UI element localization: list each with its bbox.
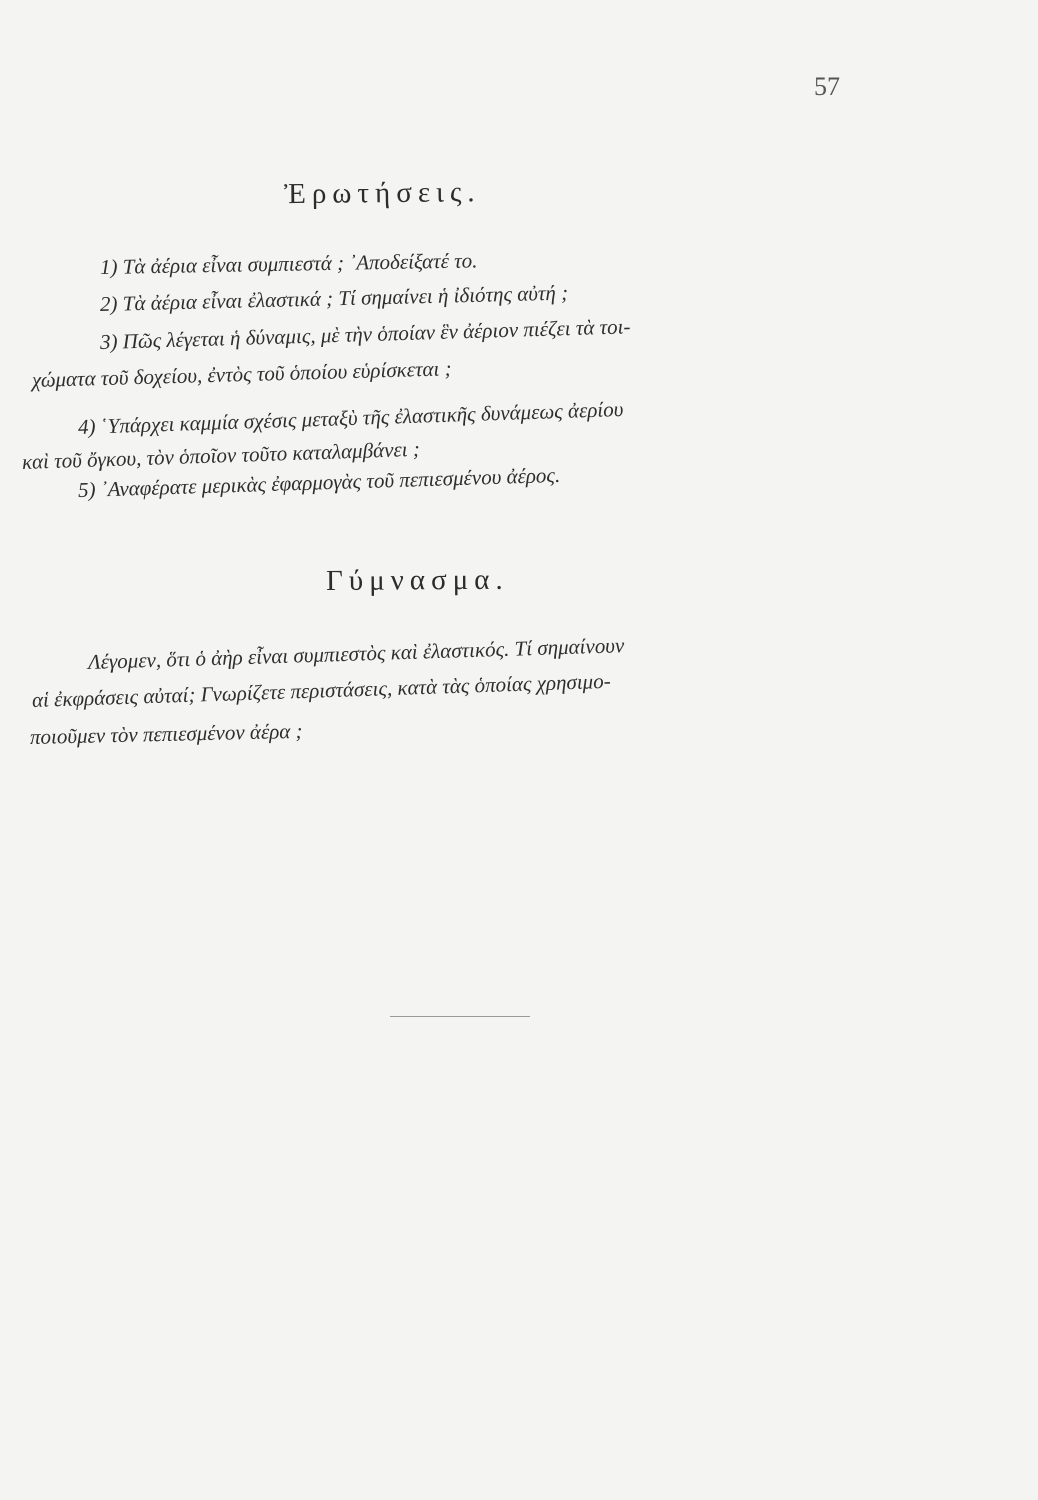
question-line: 5) ᾿Αναφέρατε μερικὰς ἐφαρμογὰς τοῦ πεπιεσμένου ἀέρος.: [77, 462, 561, 502]
exercise-line: αἱ ἐκφράσεις αὐταί; Γνωρίζετε περιστάσεις, κατὰ τὰς ὁποίας χρησιμο-: [31, 668, 612, 712]
page-number: 57: [814, 72, 840, 101]
exercise-line: ποιοῦμεν τὸν πεπιεσμένον ἀέρα ;: [29, 718, 303, 749]
exercise-heading: Γύμνασμα.: [325, 563, 509, 598]
question-line: 1) Τὰ ἀέρια εἶναι συμπιεστά ; ᾿Αποδείξατέ το.: [99, 248, 478, 279]
questions-heading: Ἐρωτήσεις.: [284, 176, 481, 211]
exercise-line: Λέγομεν, ὅτι ὁ ἀὴρ εἶναι συμπιεστὸς καὶ ἐλαστικός. Τί σημαίνουν: [87, 633, 625, 674]
question-line: 2) Τὰ ἀέρια εἶναι ἐλαστικά ; Τί σημαίνει ἡ ἰδιότης αὐτή ;: [99, 280, 569, 316]
question-line: καὶ τοῦ ὄγκου, τὸν ὁποῖον τοῦτο καταλαμβάνει ;: [21, 436, 421, 474]
question-line: 3) Πῶς λέγεται ἡ δύναμις, μὲ τὴν ὁποίαν ἓν ἀέριον πιέζει τὰ τοι-: [99, 314, 631, 354]
question-line: 4) ῾Υπάρχει καμμία σχέσις μεταξὺ τῆς ἐλαστικῆς δυνάμεως ἀερίου: [77, 396, 624, 439]
section-divider: [390, 1016, 530, 1017]
question-line: χώματα τοῦ δοχείου, ἐντὸς τοῦ ὁποίου εὑρίσκεται ;: [31, 356, 452, 392]
